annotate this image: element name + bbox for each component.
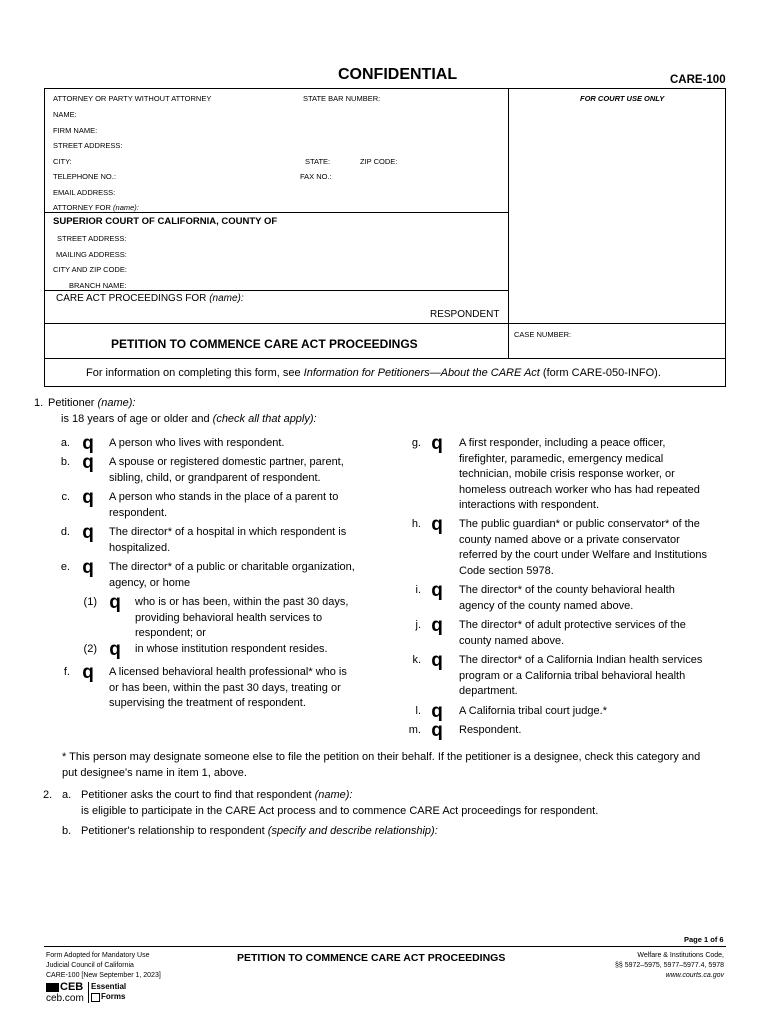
option-1-line: providing behavioral health services to (135, 611, 323, 624)
option-h-checkbox[interactable]: q (431, 514, 443, 535)
option-f-line: or has been, within the past 30 days, treating or (109, 681, 341, 694)
case-number-label: CASE NUMBER: (514, 330, 572, 339)
option-e-line: The director* of a public or charitable organization, (109, 561, 355, 573)
footer-left: Form Adopted for Mandatory Use Judicial Council of California CARE-100 [New September 1, 2023] (46, 952, 161, 979)
option-b-letter: b. (60, 456, 70, 468)
option-g-line: A first responder, including a peace officer, (459, 437, 666, 449)
option-g-text (459, 436, 700, 514)
option-2-text (135, 642, 328, 658)
option-k-text (459, 653, 702, 700)
option-c-text (109, 490, 338, 521)
attorney-title: ATTORNEY OR PARTY WITHOUT ATTORNEY (53, 94, 212, 103)
court-mailing-label: MAILING ADDRESS: (56, 250, 127, 259)
option-m-checkbox[interactable]: q (431, 720, 443, 741)
option-f-line: supervising the treatment of respondent. (109, 697, 306, 709)
footer-right: Welfare & Institutions Code, §§ 5972–5975, 5977–5977.4, 5978 www.courts.ca.gov (615, 952, 724, 979)
court-use-label: FOR COURT USE ONLY (580, 94, 665, 103)
form-number: CARE-100 (670, 74, 726, 86)
state-label: STATE: (305, 157, 331, 166)
option-k-line: program or a California tribal behavioral health (459, 669, 686, 682)
court-street-label: STREET ADDRESS: (57, 234, 127, 243)
firm-name-label: FIRM NAME: (53, 126, 98, 135)
option-d-line: hospitalized. (109, 541, 171, 554)
option-a-letter: a. (60, 437, 70, 449)
item2a-label: Petitioner asks the court to find that respondent (name): (81, 789, 353, 801)
option-l-text (459, 704, 607, 720)
option-a-line: A person who lives with respondent. (109, 437, 285, 449)
option-j-line: The director* of adult protective services of the (459, 619, 686, 631)
option-i-checkbox[interactable]: q (431, 580, 443, 601)
option-h-line: The public guardian* or public conservator* of the (459, 518, 700, 530)
option-b-checkbox[interactable]: q (82, 452, 94, 473)
city-label: CITY: (53, 157, 72, 166)
option-k-line: department. (459, 685, 518, 697)
option-f-text (109, 665, 347, 712)
zip-label: ZIP CODE: (360, 157, 398, 166)
option-h-line: county named above or a private conservator (459, 533, 680, 546)
item1-number: 1. (34, 397, 44, 409)
option-m-letter: m. (408, 724, 421, 736)
footer-title: PETITION TO COMMENCE CARE ACT PROCEEDINGS (237, 952, 506, 964)
info-line: For information on completing this form, see Information for Petitioners—About the CARE Act (form CARE-050-INFO). (86, 367, 661, 379)
confidential-heading: CONFIDENTIAL (338, 66, 458, 83)
item1-age-line: is 18 years of age or older and (check all that apply): (61, 413, 317, 425)
option-d-checkbox[interactable]: q (82, 522, 94, 543)
court-branch-label: BRANCH NAME: (69, 281, 127, 290)
option-k-checkbox[interactable]: q (431, 650, 443, 671)
option-h-letter: h. (411, 518, 421, 530)
option-l-checkbox[interactable]: q (431, 701, 443, 722)
item2a-letter: a. (62, 789, 72, 801)
email-label: EMAIL ADDRESS: (53, 188, 116, 197)
proceedings-label: CARE ACT PROCEEDINGS FOR (name): (56, 293, 244, 304)
option-c-line: respondent. (109, 506, 168, 519)
option-g-checkbox[interactable]: q (431, 433, 443, 454)
option-2-checkbox[interactable]: q (109, 639, 121, 660)
petition-title: PETITION TO COMMENCE CARE ACT PROCEEDINGS (111, 337, 418, 351)
option-i-text (459, 583, 675, 614)
option-h-text (459, 517, 707, 579)
option-1-letter: (1) (83, 596, 97, 608)
item2b-letter: b. (62, 825, 72, 837)
option-c-letter: c. (61, 491, 70, 503)
fax-label: FAX NO.: (300, 172, 332, 181)
option-e-line: agency, or home (109, 576, 191, 589)
option-2-line: in whose institution respondent resides. (135, 643, 328, 655)
option-1-line: who is or has been, within the past 30 days, (135, 596, 349, 608)
option-b-line: A spouse or registered domestic partner, parent, (109, 456, 344, 468)
option-e-letter: e. (60, 561, 70, 573)
option-i-line: agency of the county named above. (459, 599, 634, 612)
option-f-line: A licensed behavioral health professional* who is (109, 666, 347, 678)
option-2-letter: (2) (83, 643, 97, 655)
option-b-text (109, 455, 344, 486)
option-g-line: interactions with respondent. (459, 499, 600, 511)
option-l-line: A California tribal court judge.* (459, 705, 607, 717)
option-g-line: technician, mobile crisis response worker, or (459, 468, 675, 480)
ceb-logo: CEB ceb.com Essential Forms (46, 981, 127, 1004)
option-i-letter: i. (415, 584, 421, 596)
option-g-line: firefighter, paramedic, emergency medical (459, 452, 664, 465)
street-address-label: STREET ADDRESS: (53, 141, 123, 150)
option-a-checkbox[interactable]: q (82, 433, 94, 454)
option-j-letter: j. (415, 619, 421, 631)
option-d-text (109, 525, 346, 556)
option-b-line: sibling, child, or grandparent of respondent. (109, 471, 321, 484)
option-f-checkbox[interactable]: q (82, 662, 94, 683)
designee-note-2: put designee's name in item 1, above. (62, 767, 247, 779)
item2-number: 2. (43, 789, 53, 801)
option-h-line: Code section 5978. (459, 564, 554, 577)
option-c-checkbox[interactable]: q (82, 487, 94, 508)
option-g-letter: g. (411, 437, 421, 449)
option-g-line: homeless outreach worker who has had repeated (459, 483, 700, 496)
option-k-letter: k. (412, 654, 421, 666)
attorney-name-label: NAME: (53, 110, 77, 119)
option-j-checkbox[interactable]: q (431, 615, 443, 636)
item1-petitioner-label: Petitioner (name): (48, 397, 136, 409)
item2b-label: Petitioner's relationship to respondent (specify and describe relationship): (81, 825, 438, 837)
option-1-text (135, 595, 348, 642)
option-i-line: The director* of the county behavioral health (459, 584, 675, 596)
state-bar-label: STATE BAR NUMBER: (303, 94, 381, 103)
option-d-letter: d. (60, 526, 70, 538)
option-a-text (109, 436, 285, 452)
designee-note-1: * This person may designate someone else to file the petition on their behalf. If the petitioner is a designee, check this category and (62, 751, 701, 763)
option-j-line: county named above. (459, 634, 565, 647)
option-l-letter: l. (415, 705, 421, 717)
option-j-text (459, 618, 686, 649)
respondent-label: RESPONDENT (430, 309, 500, 320)
option-d-line: The director* of a hospital in which respondent is (109, 526, 347, 538)
attorney-for-label: ATTORNEY FOR (name): (53, 203, 139, 212)
option-c-line: A person who stands in the place of a parent to (109, 491, 339, 503)
court-city-zip-label: CITY AND ZIP CODE: (53, 265, 127, 274)
option-1-line: respondent; or (135, 627, 206, 639)
telephone-label: TELEPHONE NO.: (53, 172, 116, 181)
court-title: SUPERIOR COURT OF CALIFORNIA, COUNTY OF (53, 216, 278, 227)
option-m-text (459, 723, 521, 739)
option-1-checkbox[interactable]: q (109, 592, 121, 613)
option-m-line: Respondent. (459, 724, 522, 736)
item2a-line2: is eligible to participate in the CARE Act process and to commence CARE Act proceedings for respondent. (81, 805, 599, 817)
option-f-letter: f. (63, 666, 70, 678)
option-e-checkbox[interactable]: q (82, 557, 94, 578)
page-indicator: Page 1 of 6 (684, 935, 724, 944)
option-e-text (109, 560, 355, 591)
option-h-line: referred by the court under Welfare and Institutions (459, 549, 708, 561)
option-k-line: The director* of a California Indian health services (459, 654, 703, 666)
